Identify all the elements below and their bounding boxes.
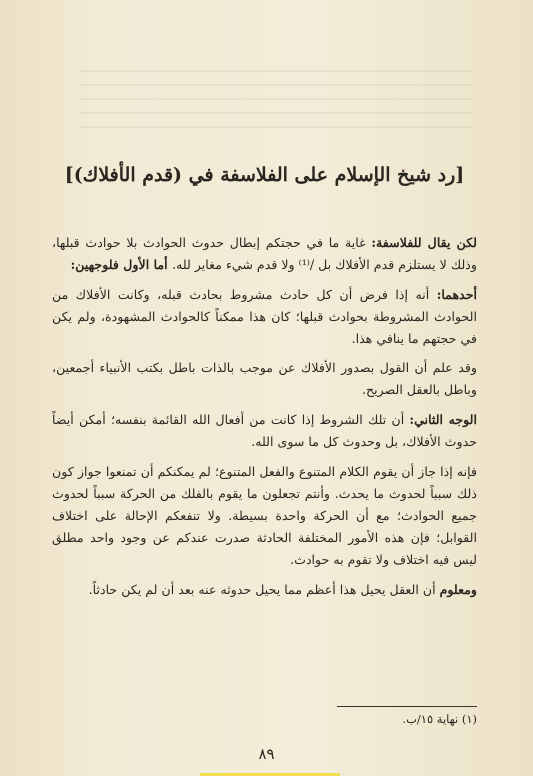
paragraph-2-text: أنه إذا فرض أن كل حادث مشروط بحادث قبله، وكانت الأفلاك من الحوادث المشروطة بحوادث قبلها؛ كان هذا ممكناً كالحوادث المشهودة، ولم يكن في حجتهم ما ينافي هذا. [52,287,477,346]
section-title: [رد شيخ الإسلام على الفلاسفة في (قدم الأفلاك)] [64,164,465,186]
body-text [52,232,477,609]
paragraph-3 [52,357,477,401]
paragraph-2 [52,284,477,350]
paragraph-1-text: غاية ما في حجتكم إبطال حدوث الحوادث بلا حوادث قبلها، وذلك لا يستلزم قدم الأفلاك بل /⁽¹⁾ ولا قدم شيء مغاير لله. [52,235,477,272]
paragraph-4 [52,409,477,453]
paragraph-2-lead: أحدهما: [436,287,477,302]
paragraph-6-text: أن العقل يحيل هذا أعظم مما يحيل حدوثه عنه بعد أن لم يكن حادثاً. [88,582,440,597]
paragraph-5 [52,461,477,571]
page-content [52,0,477,776]
page-number: ٨٩ [258,745,275,763]
footnote: (١) نهاية ١٥/ب. [402,712,477,726]
paragraph-1-lead: لكن يقال للفلاسفة: [371,235,477,250]
paragraph-6 [52,579,477,601]
paragraph-1 [52,232,477,276]
paragraph-3-text: وقد علم أن القول بصدور الأفلاك عن موجب بالذات باطل بكتب الأنبياء أجمعين، وباطل بالعقل الصريح. [52,360,477,397]
footnote-separator [337,706,477,707]
paragraph-6-lead: ومعلوم [439,582,477,597]
paragraph-4-lead: الوجه الثاني: [409,412,478,427]
paragraph-4-text: أن تلك الشروط إذا كانت من أفعال الله القائمة بنفسه؛ أمكن أيضاً حدوث الأفلاك، بل وحدوث كل ما سوى الله. [52,412,477,449]
paragraph-1-tail: أما الأول فلوجهين: [70,257,173,272]
paragraph-5-text: فإنه إذا جاز أن يقوم الكلام المتنوع والفعل المتنوع؛ لم يمكنكم أن تمنعوا جواز كون ذلك سبباً لحدوث ما يحدث. وأنتم تجعلون ما يقوم بالفلك من الحركة سبباً لحدوث جميع الحوادث؛ مع أن الحركة واحدة بسيطة. ولا تنفعكم الإحالة على اختلاف القوابل؛ فإن هذه الأمور المختلفة الحادثة صدرت عندكم عن وجود واحد مطلق ليس فيه اختلاف ولا تقوم به حوادث. [52,464,477,567]
